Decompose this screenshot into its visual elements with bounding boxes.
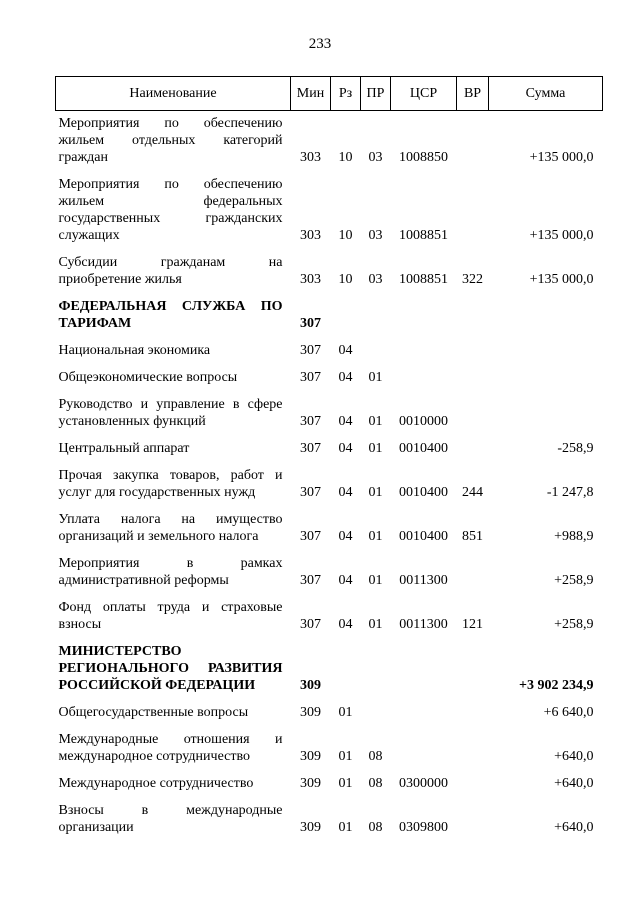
cell-pr xyxy=(361,637,391,698)
cell-csr: 1008851 xyxy=(399,272,448,287)
cell-csr: 0300000 xyxy=(399,776,448,791)
cell-min: 309 xyxy=(300,678,321,693)
cell-pr: 08 xyxy=(368,776,383,791)
table-row xyxy=(56,170,603,248)
cell-name: Национальная экономика xyxy=(58,343,211,358)
cell-rz: 01 xyxy=(338,776,353,791)
cell-rz: 04 xyxy=(338,414,353,429)
cell-name: Центральный аппарат xyxy=(58,441,190,456)
cell-rz: 04 xyxy=(338,370,353,385)
cell-name: Субсидии гражданам на приобретение жилья xyxy=(58,255,283,287)
cell-rz: 01 xyxy=(338,749,353,764)
table-row xyxy=(56,292,603,336)
cell-rz: 10 xyxy=(338,150,353,165)
cell-vr xyxy=(457,796,489,840)
cell-csr: 0010400 xyxy=(399,529,448,544)
cell-name: Общегосударственные вопросы xyxy=(58,705,249,720)
table-body xyxy=(56,111,603,841)
cell-vr xyxy=(457,725,489,769)
header-min: Мин xyxy=(291,77,331,111)
cell-name: Прочая закупка товаров, работ и услуг для государственных нужд xyxy=(58,468,283,500)
budget-table xyxy=(55,76,603,840)
cell-sum: +640,0 xyxy=(554,749,594,764)
cell-name: МИНИСТЕРСТВО РЕГИОНАЛЬНОГО РАЗВИТИЯ РОССИЙСКОЙ ФЕДЕРАЦИИ xyxy=(58,644,283,693)
cell-rz: 01 xyxy=(338,820,353,835)
cell-sum: +135 000,0 xyxy=(529,228,594,243)
table-row xyxy=(56,390,603,434)
table-row xyxy=(56,248,603,292)
cell-rz: 04 xyxy=(338,441,353,456)
cell-min: 309 xyxy=(300,749,321,764)
cell-min: 307 xyxy=(300,441,321,456)
cell-min: 309 xyxy=(300,820,321,835)
table-row xyxy=(56,769,603,796)
cell-rz: 04 xyxy=(338,529,353,544)
cell-pr xyxy=(361,292,391,336)
cell-csr xyxy=(391,637,457,698)
cell-pr: 03 xyxy=(368,228,383,243)
cell-name: Мероприятия в рамках административной реформы xyxy=(58,556,283,588)
cell-vr xyxy=(457,549,489,593)
cell-name: Фонд оплаты труда и страховые взносы xyxy=(58,600,283,632)
cell-sum: +258,9 xyxy=(554,573,594,588)
cell-name: ФЕДЕРАЛЬНАЯ СЛУЖБА ПО ТАРИФАМ xyxy=(58,299,283,331)
cell-rz xyxy=(331,637,361,698)
cell-min: 307 xyxy=(300,529,321,544)
cell-rz: 10 xyxy=(338,228,353,243)
cell-csr xyxy=(391,336,457,363)
cell-pr: 01 xyxy=(368,529,383,544)
cell-csr: 0309800 xyxy=(399,820,448,835)
cell-min: 309 xyxy=(300,705,321,720)
cell-name: Общеэкономические вопросы xyxy=(58,370,238,385)
cell-vr: 244 xyxy=(462,485,483,500)
table-row xyxy=(56,111,603,171)
cell-min: 303 xyxy=(300,150,321,165)
cell-rz xyxy=(331,292,361,336)
table-row xyxy=(56,698,603,725)
table-header xyxy=(56,77,603,111)
table-row xyxy=(56,505,603,549)
cell-rz: 01 xyxy=(338,705,353,720)
cell-vr: 322 xyxy=(462,272,483,287)
cell-sum: +135 000,0 xyxy=(529,150,594,165)
table-row xyxy=(56,549,603,593)
cell-vr xyxy=(457,434,489,461)
cell-pr: 03 xyxy=(368,272,383,287)
cell-name: Мероприятия по обеспечению жильем федеральных государственных гражданских служащих xyxy=(58,177,283,243)
cell-csr: 1008850 xyxy=(399,150,448,165)
cell-rz: 04 xyxy=(338,343,353,358)
cell-pr: 03 xyxy=(368,150,383,165)
table-row xyxy=(56,363,603,390)
cell-vr xyxy=(457,292,489,336)
cell-csr: 1008851 xyxy=(399,228,448,243)
cell-csr xyxy=(391,292,457,336)
cell-pr: 01 xyxy=(368,441,383,456)
cell-sum xyxy=(489,390,603,434)
cell-sum xyxy=(489,336,603,363)
header-name: Наименование xyxy=(56,77,291,111)
header-pr: ПР xyxy=(361,77,391,111)
cell-pr: 01 xyxy=(368,370,383,385)
cell-sum xyxy=(489,292,603,336)
cell-vr xyxy=(457,637,489,698)
cell-sum: +6 640,0 xyxy=(543,705,594,720)
cell-sum: -1 247,8 xyxy=(546,485,594,500)
cell-name: Руководство и управление в сфере установленных функций xyxy=(58,397,283,429)
cell-min: 307 xyxy=(300,485,321,500)
cell-vr xyxy=(457,769,489,796)
header-rz: Рз xyxy=(331,77,361,111)
cell-csr: 0010000 xyxy=(399,414,448,429)
cell-min: 307 xyxy=(300,414,321,429)
cell-rz: 04 xyxy=(338,573,353,588)
cell-sum: -258,9 xyxy=(557,441,594,456)
cell-vr xyxy=(457,336,489,363)
cell-csr: 0010400 xyxy=(399,441,448,456)
cell-name: Международное сотрудничество xyxy=(58,776,254,791)
cell-pr: 08 xyxy=(368,820,383,835)
cell-vr xyxy=(457,698,489,725)
cell-rz: 04 xyxy=(338,485,353,500)
cell-pr: 08 xyxy=(368,749,383,764)
cell-sum xyxy=(489,363,603,390)
cell-min: 307 xyxy=(300,573,321,588)
cell-pr xyxy=(361,698,391,725)
cell-sum: +988,9 xyxy=(554,529,594,544)
cell-vr xyxy=(457,170,489,248)
cell-pr xyxy=(361,336,391,363)
cell-vr: 121 xyxy=(462,617,483,632)
header-csr: ЦСР xyxy=(391,77,457,111)
cell-sum: +3 902 234,9 xyxy=(519,678,594,693)
cell-min: 303 xyxy=(300,228,321,243)
header-vr: ВР xyxy=(457,77,489,111)
table-row xyxy=(56,434,603,461)
cell-vr xyxy=(457,111,489,171)
cell-min: 307 xyxy=(300,370,321,385)
table-row xyxy=(56,725,603,769)
cell-sum: +258,9 xyxy=(554,617,594,632)
cell-pr: 01 xyxy=(368,617,383,632)
cell-pr: 01 xyxy=(368,485,383,500)
cell-sum: +135 000,0 xyxy=(529,272,594,287)
cell-csr: 0011300 xyxy=(399,617,448,632)
cell-min: 307 xyxy=(300,617,321,632)
cell-rz: 04 xyxy=(338,617,353,632)
cell-name: Уплата налога на имущество организаций и земельного налога xyxy=(58,512,283,544)
table-row xyxy=(56,637,603,698)
cell-name: Международные отношения и международное сотрудничество xyxy=(58,732,283,764)
cell-name: Мероприятия по обеспечению жильем отдельных категорий граждан xyxy=(58,116,283,165)
page-number: 233 xyxy=(308,36,332,52)
table-row xyxy=(56,461,603,505)
cell-min: 303 xyxy=(300,272,321,287)
cell-rz: 10 xyxy=(338,272,353,287)
cell-pr: 01 xyxy=(368,573,383,588)
cell-csr xyxy=(391,725,457,769)
cell-pr: 01 xyxy=(368,414,383,429)
cell-min: 307 xyxy=(300,343,321,358)
cell-sum: +640,0 xyxy=(554,776,594,791)
cell-csr xyxy=(391,698,457,725)
table-row xyxy=(56,593,603,637)
cell-csr: 0010400 xyxy=(399,485,448,500)
table-row xyxy=(56,336,603,363)
cell-vr xyxy=(457,390,489,434)
cell-csr: 0011300 xyxy=(399,573,448,588)
cell-csr xyxy=(391,363,457,390)
cell-sum: +640,0 xyxy=(554,820,594,835)
cell-min: 309 xyxy=(300,776,321,791)
cell-vr xyxy=(457,363,489,390)
cell-name: Взносы в международные организации xyxy=(58,803,283,835)
table-row xyxy=(56,796,603,840)
cell-vr: 851 xyxy=(462,529,483,544)
header-sum: Сумма xyxy=(489,77,603,111)
cell-min: 307 xyxy=(300,316,321,331)
